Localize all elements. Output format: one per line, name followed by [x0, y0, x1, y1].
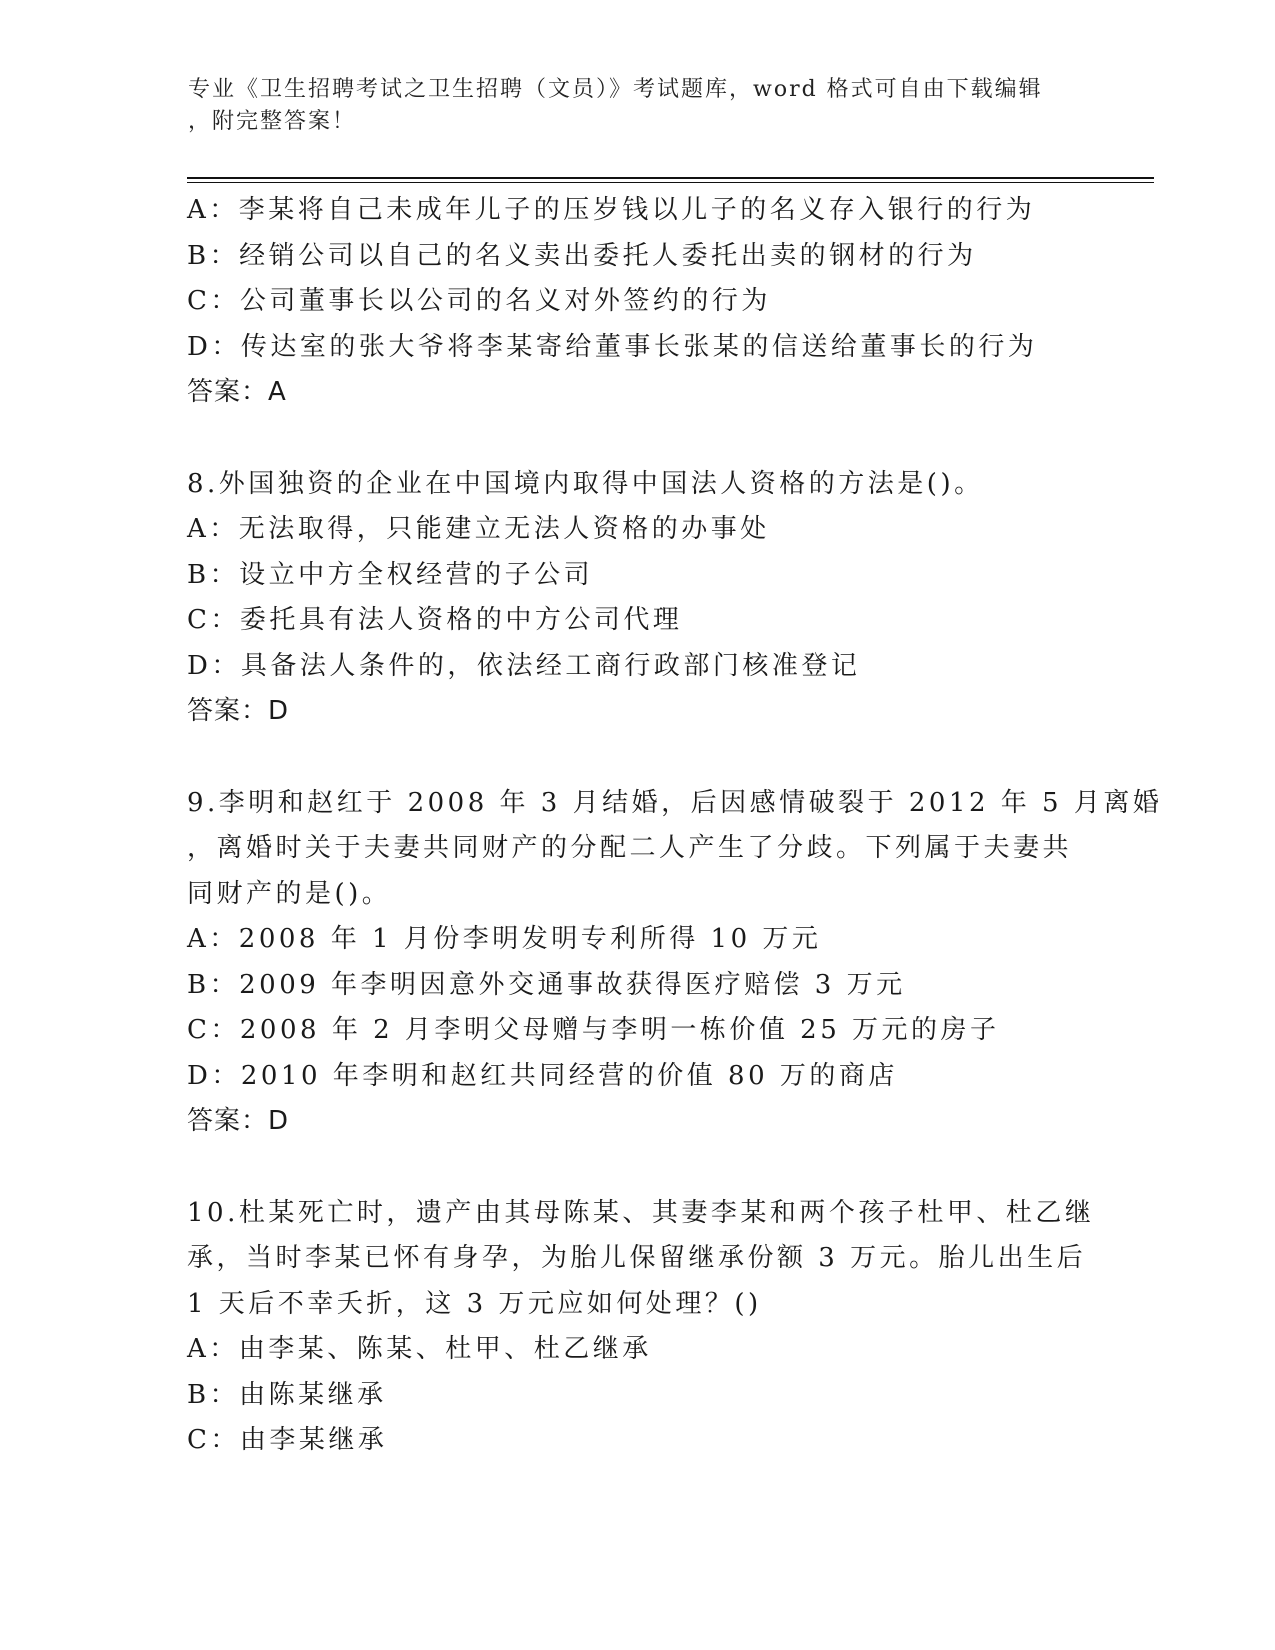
answer-line: 答案：D: [187, 696, 290, 726]
question-10-block: [187, 1191, 1095, 1464]
option-c: C：公司董事长以公司的名义对外签约的行为: [187, 286, 771, 316]
option-a: A：2008 年 1 月份李明发明专利所得 10 万元: [187, 924, 822, 954]
header-rule-thin: [187, 182, 1154, 183]
header-rule-thick: [187, 177, 1154, 179]
question-stem-line: 同财产的是()。: [187, 878, 392, 909]
option-d: D：传达室的张大爷将李某寄给董事长张某的信送给董事长的行为: [187, 331, 1038, 362]
question-stem-line: 1 天后不幸夭折，这 3 万元应如何处理？(): [187, 1288, 762, 1319]
option-c: C：委托具有法人资格的中方公司代理: [187, 605, 683, 635]
question-stem-line: 9.李明和赵红于 2008 年 3 月结婚，后因感情破裂于 2012 年 5 月离婚: [187, 787, 1163, 818]
option-c: C：由李某继承: [187, 1425, 388, 1455]
question-stem-line: 承，当时李某已怀有身孕，为胎儿保留继承份额 3 万元。胎儿出生后: [187, 1243, 1087, 1273]
header-line-1: 专业《卫生招聘考试之卫生招聘（文员）》考试题库，word 格式可自由下载编辑: [188, 77, 1043, 102]
question-stem: 8.外国独资的企业在中国境内取得中国法人资格的方法是()。: [187, 468, 984, 499]
question-stem-line: 10.杜某死亡时，遗产由其母陈某、其妻李某和两个孩子杜甲、杜乙继: [187, 1197, 1095, 1228]
document-header: [188, 74, 1088, 138]
option-b: B：设立中方全权经营的子公司: [187, 559, 594, 590]
option-d: D：具备法人条件的，依法经工商行政部门核准登记: [187, 650, 861, 681]
question-stem-line: ，离婚时关于夫妻共同财产的分配二人产生了分歧。下列属于夫妻共: [187, 833, 1073, 863]
answer-line: 答案：A: [187, 377, 287, 407]
question-content: [187, 188, 1163, 1464]
question-7-block: [187, 188, 1087, 416]
option-b: B：由陈某继承: [187, 1379, 387, 1410]
option-a: A：由李某、陈某、杜甲、杜乙继承: [187, 1334, 652, 1364]
answer-line: 答案：D: [187, 1106, 290, 1136]
header-line-2: ，附完整答案！: [188, 109, 357, 134]
option-b: B：经销公司以自己的名义卖出委托人委托出卖的钢材的行为: [187, 240, 977, 271]
option-d: D：2010 年李明和赵红共同经营的价值 80 万的商店: [187, 1060, 898, 1091]
option-a: A：无法取得，只能建立无法人资格的办事处: [187, 514, 770, 544]
option-b: B：2009 年李明因意外交通事故获得医疗赔偿 3 万元: [187, 969, 906, 1000]
option-c: C：2008 年 2 月李明父母赠与李明一栋价值 25 万元的房子: [187, 1015, 1000, 1045]
option-a: A：李某将自己未成年儿子的压岁钱以儿子的名义存入银行的行为: [187, 195, 1036, 225]
question-9-block: [187, 781, 1163, 1145]
question-8-block: [187, 462, 1087, 735]
